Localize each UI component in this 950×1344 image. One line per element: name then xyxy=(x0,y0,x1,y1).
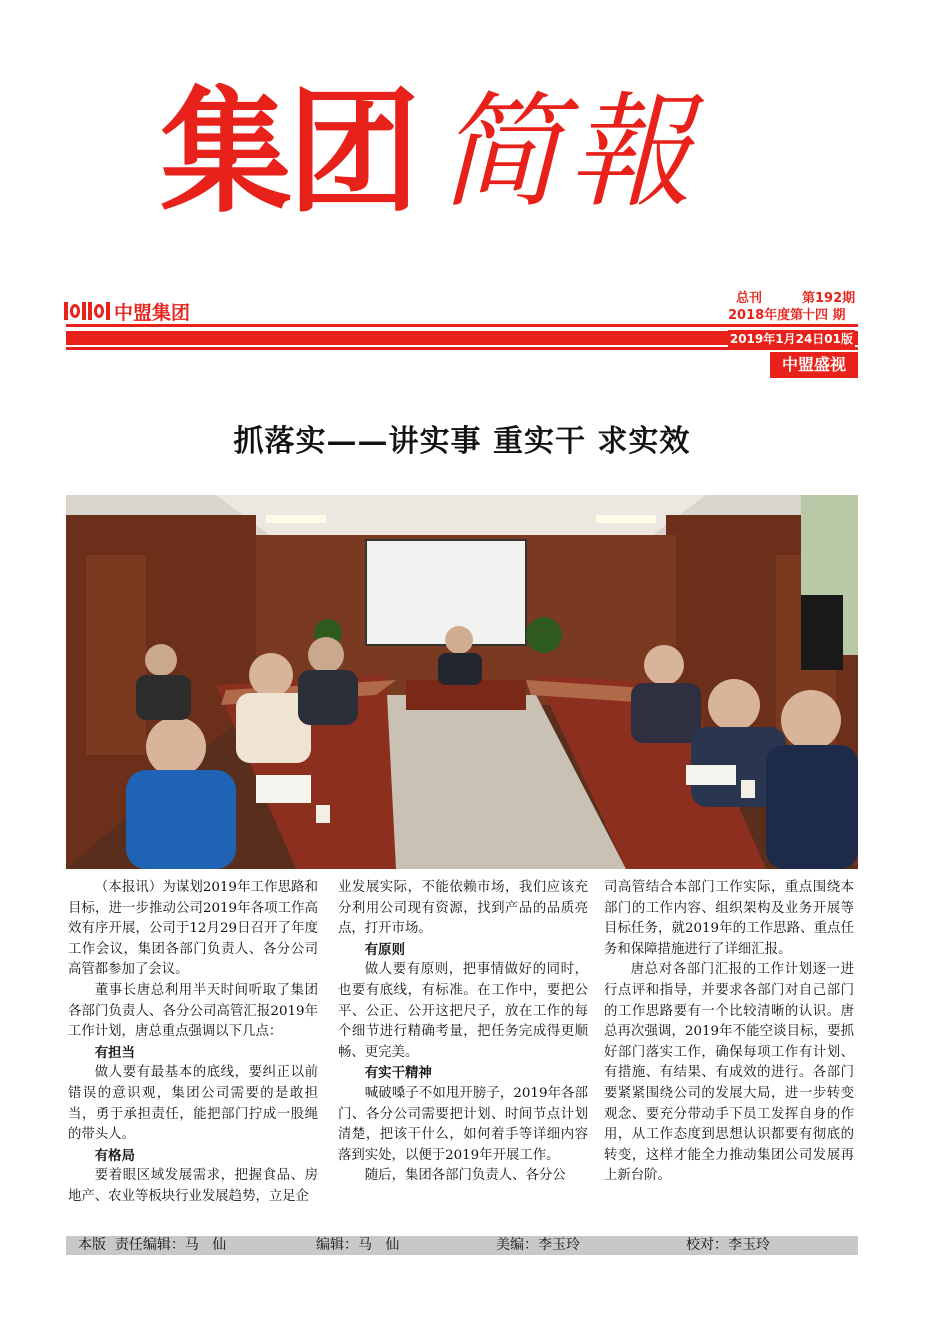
issue-year-label: 2018年度第 xyxy=(728,308,804,323)
masthead-bold-title: 集团 xyxy=(160,74,416,232)
article-column-3 xyxy=(604,878,854,1187)
headline: 抓落实——讲实事 重实干 求实效 xyxy=(233,424,691,459)
credit-responsible-editor: 本版 责任编辑：马 仙 xyxy=(78,1237,227,1253)
paragraph: 要着眼区域发展需求，把握食品、房地产、农业等板块行业发展趋势，立足企 xyxy=(68,1168,318,1204)
brand-mark-icon xyxy=(64,302,110,320)
paragraph: 做人要有原则，把事情做好的同时，也要有底线，有标准。在工作中，要把公平、公正、公开这把尺子，放在工作的每个细节进行精确考量，把任务完成得更顺畅、更完美。 xyxy=(338,962,588,1060)
paragraph: 随后，集团各部门负责人、各分公 xyxy=(364,1168,566,1184)
header-rule xyxy=(66,324,858,327)
credit-editor: 编辑：马 仙 xyxy=(316,1237,400,1253)
paragraph: （本报讯）为谋划2019年工作思路和目标，进一步推动公司2019年各项工作高效有序开展，公司于12月29日召开了年度工作会议，集团各部门负责人、各分公司高管都参加了会议。 xyxy=(68,880,318,978)
article-column-2 xyxy=(338,878,588,1187)
credit-art-editor: 美编：李玉玲 xyxy=(496,1237,580,1253)
issue-year-number: 十四 期 xyxy=(802,308,846,323)
section-tag: 中盟盛视 xyxy=(770,352,858,378)
issue-total-number: 第192期 xyxy=(802,291,856,306)
brand-name: 中盟集团 xyxy=(114,301,191,324)
issue-total-label: 总刊 xyxy=(736,291,763,306)
paragraph: 唐总对各部门汇报的工作计划逐一进行点评和指导，并要求各部门对自己部门的工作思路要有一个比较清晰的认识。唐总再次强调，2019年不能空谈目标，要抓好部门落实工作，确保每项工作有计划、有措施、有结果、有成效的进行。各部门要紧紧围绕公司的发展大局，进一步转变观念、要充分带动手下员工发挥自身的作用，从工作态度到思想认识都要有彻底的转变，这样才能全力推动集团公司发展再上新台阶。 xyxy=(604,962,854,1184)
credits-bar xyxy=(66,1236,858,1255)
subheading: 有担当 xyxy=(94,1044,135,1061)
subheading: 有原则 xyxy=(364,941,405,958)
issue-date: 2019年1月24日01版 xyxy=(729,332,853,346)
masthead-script-title: 简報 xyxy=(438,81,699,225)
article-column-1 xyxy=(68,878,318,1208)
paragraph: 喊破嗓子不如甩开膀子，2019年各部门、各分公司需要把计划、时间节点计划清楚，把该干什么，如何着手等详细内容落到实处，以便于2019年开展工作。 xyxy=(338,1085,588,1163)
paragraph: 做人要有最基本的底线，要纠正以前错误的意识观，集团公司需要的是敢担当，勇于承担责任，能把部门拧成一股绳的带头人。 xyxy=(68,1065,318,1143)
masthead xyxy=(160,74,800,232)
subheading: 有格局 xyxy=(94,1147,135,1164)
paragraph: 董事长唐总利用半天时间听取了集团各部门负责人、各分公司高管汇报2019年工作计划，唐总重点强调以下几点： xyxy=(68,982,318,1040)
paragraph: 业发展实际，不能依赖市场，我们应该充分利用公司现有资源，找到产品的品质亮点，打开市场。 xyxy=(338,880,588,937)
paragraph: 司高管结合本部门工作实际，重点围绕本部门的工作内容、组织架构及业务开展等目标任务，就2019年的工作思路、重点任务和保障措施进行了详细汇报。 xyxy=(604,880,854,957)
brand-logo xyxy=(64,299,190,323)
subheading: 有实干精神 xyxy=(364,1065,432,1082)
credit-proofreader: 校对：李玉玲 xyxy=(686,1237,770,1253)
meeting-photo-illustration xyxy=(66,495,858,869)
meeting-photo xyxy=(66,495,858,869)
header-rule-bottom xyxy=(66,347,858,350)
